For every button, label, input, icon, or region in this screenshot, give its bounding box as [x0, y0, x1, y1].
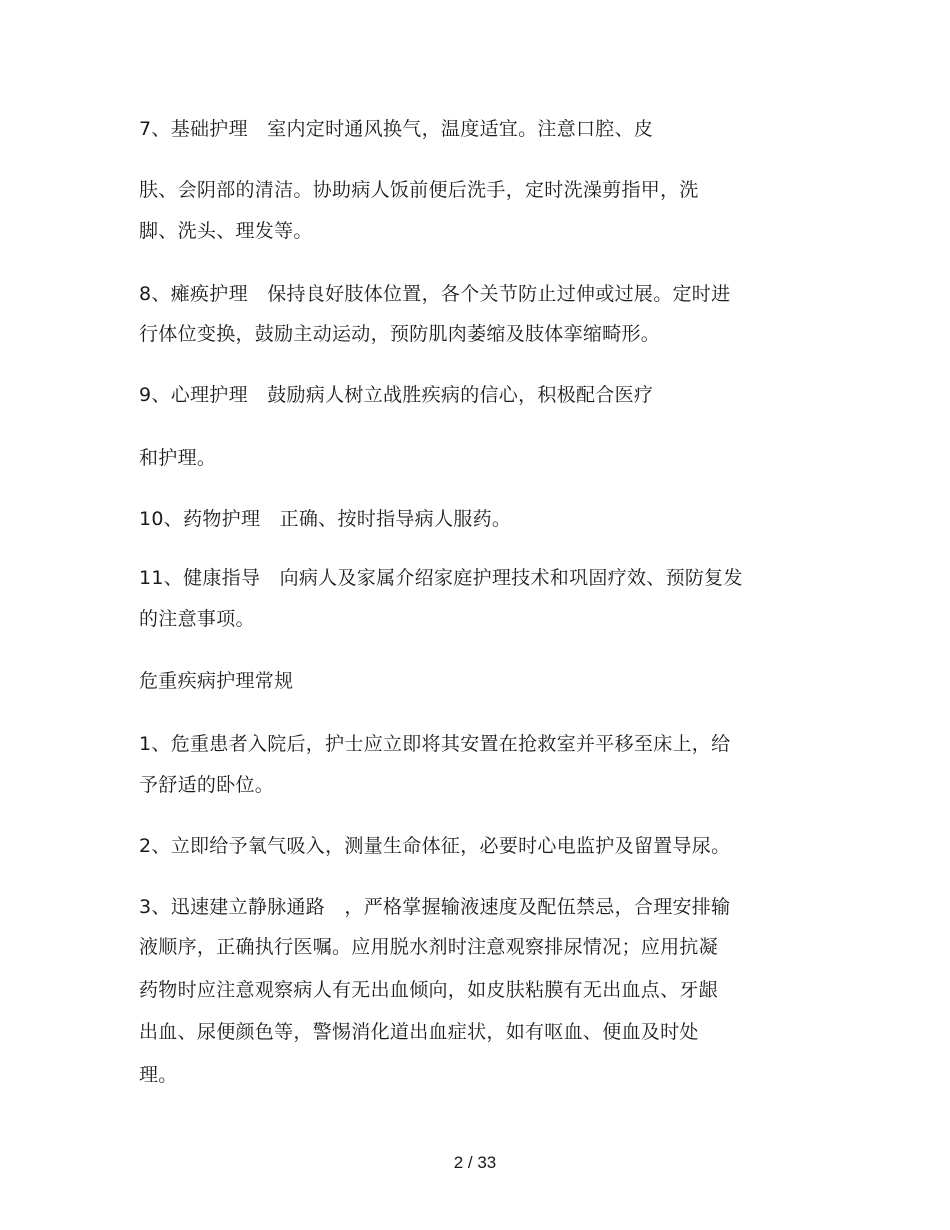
text-line: 3、迅速建立静脉通路 ，严格掌握输液速度及配伍禁忌，合理安排输	[139, 896, 731, 918]
text-line: 脚、洗头、理发等。	[139, 220, 313, 242]
text-line: 出血、尿便颜色等，警惕消化道出血症状，如有呕血、便血及时处	[139, 1021, 699, 1043]
text-line: 和护理。	[139, 447, 217, 469]
text-line: 1、危重患者入院后，护士应立即将其安置在抢救室并平移至床上，给	[139, 733, 731, 755]
text-line: 的注意事项。	[139, 608, 255, 630]
text-line: 10、药物护理 正确、按时指导病人服药。	[139, 508, 512, 530]
text-line: 7、基础护理 室内定时通风换气，温度适宜。注意口腔、皮	[139, 118, 654, 140]
text-line: 理。	[139, 1064, 178, 1086]
section-heading: 危重疾病护理常规	[139, 670, 294, 692]
text-line: 8、瘫痪护理 保持良好肢体位置，各个关节防止过伸或过展。定时进	[139, 283, 731, 305]
text-line: 11、健康指导 向病人及家属介绍家庭护理技术和巩固疗效、预防复发	[139, 567, 743, 589]
text-line: 2、立即给予氧气吸入，测量生命体征，必要时心电监护及留置导尿。	[139, 835, 731, 857]
page-number: 2 / 33	[453, 1153, 497, 1172]
text-line: 行体位变换，鼓励主动运动，预防肌肉萎缩及肢体挛缩畸形。	[139, 323, 661, 345]
text-line: 液顺序，正确执行医嘱。应用脱水剂时注意观察排尿情况；应用抗凝	[139, 936, 719, 958]
text-line: 9、心理护理 鼓励病人树立战胜疾病的信心，积极配合医疗	[139, 384, 654, 406]
text-line: 药物时应注意观察病人有无出血倾向，如皮肤粘膜有无出血点、牙龈	[139, 979, 719, 1001]
text-line: 予舒适的卧位。	[139, 774, 275, 796]
text-line: 肤、会阴部的清洁。协助病人饭前便后洗手，定时洗澡剪指甲，洗	[139, 179, 699, 201]
